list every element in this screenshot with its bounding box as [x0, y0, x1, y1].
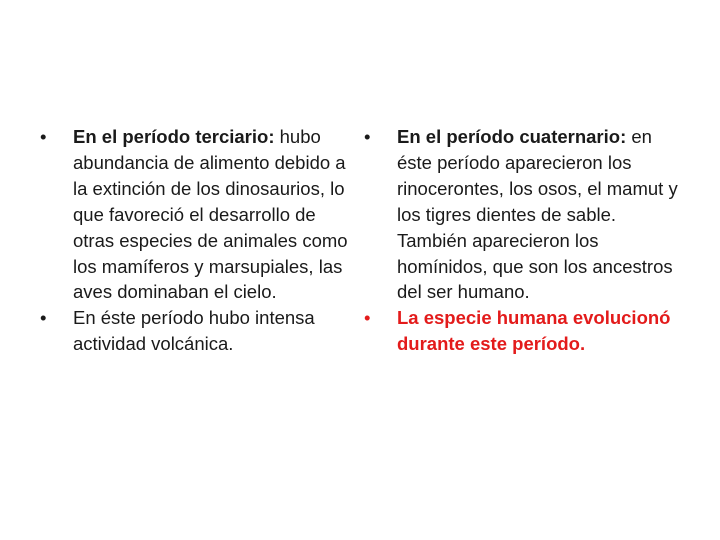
bullet-icon: • [364, 126, 371, 147]
bullet-text-especie-humana: La especie humana evolucionó durante este período. [397, 307, 671, 355]
bullet-text-cuaternario: en éste período aparecieron los rinocerontes, los osos, el mamut y los tigres dientes de sable. También aparecieron los homínidos, que son los ancestros del ser humano. [397, 126, 678, 303]
bullet-text-terciario: hubo abundancia de alimento debido a la extinción de los dinosaurios, lo que favoreció el desarrollo de otras especies de animales como los mamíferos y marsupiales, las aves dominaban el cielo. [73, 126, 348, 303]
bullet-icon: • [40, 126, 47, 147]
bullet-icon: • [40, 307, 47, 329]
bullet-lead-terciario: En el período terciario: [73, 126, 275, 147]
bullet-item-cuaternario [364, 124, 686, 305]
right-bullet-list [364, 124, 686, 357]
bullet-icon: • [364, 307, 371, 329]
bullet-item-terciario [40, 124, 358, 305]
bullet-text-volcanica: En éste período hubo intensa actividad volcánica. [73, 307, 315, 355]
bullet-item-volcanica [40, 305, 358, 357]
bullet-lead-cuaternario: En el período cuaternario: [397, 126, 627, 147]
bullet-item-especie-humana [364, 305, 686, 357]
left-bullet-list [40, 124, 358, 357]
